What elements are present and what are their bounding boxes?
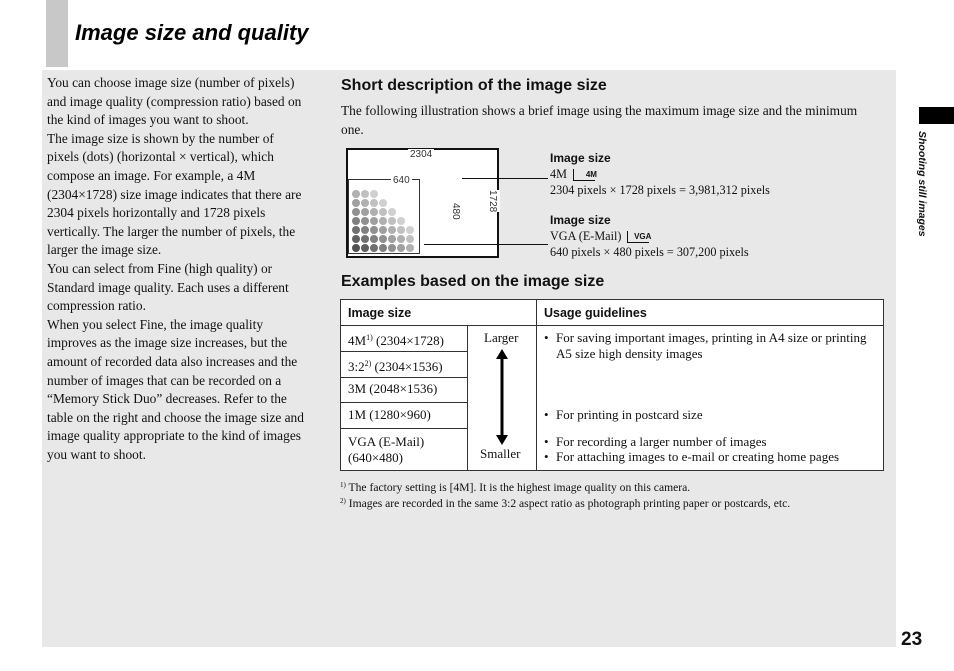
pixel-dot [406, 244, 414, 252]
intro-paragraph-1: You can choose image size (number of pixels) and image quality (compression ratio) based on the kind of images you want to shoot. [47, 75, 302, 128]
pixel-dot [361, 226, 369, 234]
footnote-mark: 2) [340, 497, 346, 505]
smaller-label: Smaller [480, 446, 521, 461]
pixel-dot [370, 199, 378, 207]
image-size-vga-icon [627, 231, 652, 243]
table-header-divider [340, 325, 884, 326]
image-size-vga-icon-text: VGA [634, 232, 652, 242]
pixel-dot [370, 226, 378, 234]
size-dims: (2304×1536) [374, 359, 443, 374]
larger-label: Larger [484, 330, 519, 345]
table-size-divider [467, 325, 468, 471]
pixel-dot [379, 226, 387, 234]
pixel-dot [352, 190, 360, 198]
side-tab-marker [919, 107, 954, 124]
table-row [348, 356, 443, 375]
footnote-ref: 1) [366, 333, 373, 342]
pixel-dot [361, 217, 369, 225]
table-header-usage: Usage guidelines [544, 306, 647, 320]
pixel-dot [397, 235, 405, 243]
pixel-dot [370, 244, 378, 252]
size-scale-arrow [493, 349, 511, 445]
size-dims: (640×480) [348, 450, 403, 465]
pixel-dot [352, 244, 360, 252]
page-number: 23 [901, 629, 923, 650]
table-row: 1M (1280×960) [348, 407, 431, 422]
pixel-dot [361, 244, 369, 252]
table-row-divider-1 [340, 351, 467, 352]
pixel-dot [370, 208, 378, 216]
table-column-divider [536, 299, 537, 471]
footnote-ref: 2) [364, 359, 372, 368]
callout-large-mode: 4M [550, 167, 567, 181]
callout-small-mode: VGA (E-Mail) [550, 229, 622, 243]
side-section-label: Shooting still images [916, 131, 928, 237]
callout-small-detail: 640 pixels × 480 pixels = 307,200 pixels [550, 245, 749, 259]
height-large-label: 1728 [487, 190, 498, 213]
intro-paragraph-3: You can select from Fine (high quality) or Standard image quality. Each uses a different compression ratio. [47, 260, 289, 314]
pixel-dot [352, 226, 360, 234]
pixel-dot [352, 217, 360, 225]
callout-small-label: Image size [550, 213, 611, 227]
image-size-4m-icon-text: 4M [585, 170, 597, 180]
pixel-dot [361, 190, 369, 198]
intro-paragraph-2: The image size is shown by the number of pixels (dots) (horizontal × vertical), which compose an image. For example, a 4M (2304×1728) size image indicates that there are 2304 pixels horizontally and 1728 pixels vertically. The larger the number of pixels, the larger the image size. [47, 130, 302, 258]
pixel-dot [361, 199, 369, 207]
pixel-dot [370, 190, 378, 198]
pixel-dot [379, 208, 387, 216]
callout-small [550, 212, 749, 260]
table-border-bottom [340, 470, 884, 471]
pixel-dot [388, 226, 396, 234]
size-dims: (2304×1728) [375, 333, 444, 348]
table-border-right [883, 299, 884, 471]
callout-large [550, 150, 770, 198]
image-size-illustration [340, 146, 505, 264]
table-row-divider-3 [340, 402, 467, 403]
callout-large-detail: 2304 pixels × 1728 pixels = 3,981,312 pixels [550, 183, 770, 197]
callout-line-small [424, 244, 548, 245]
table-border-left [340, 299, 341, 471]
table-header-image-size: Image size [348, 306, 412, 320]
section-heading-examples: Examples based on the image size [341, 273, 605, 290]
table-border-top [340, 299, 884, 300]
footnote-text: Images are recorded in the same 3:2 aspect ratio as photograph printing paper or postcards, etc. [348, 497, 791, 510]
pixel-dot [352, 199, 360, 207]
pixel-dot [379, 217, 387, 225]
pixel-dot [397, 244, 405, 252]
title-bar-accent [46, 0, 68, 67]
table-row: 3M (2048×1536) [348, 381, 438, 396]
pixel-dot [388, 235, 396, 243]
pixel-dot [361, 235, 369, 243]
pixel-dot [379, 235, 387, 243]
width-small-label: 640 [393, 175, 410, 186]
page-title: Image size and quality [75, 20, 309, 45]
table-row [348, 434, 424, 466]
pixel-dot [397, 226, 405, 234]
size-name: VGA (E-Mail) [348, 434, 425, 449]
width-large-label: 2304 [410, 149, 433, 160]
size-name: 4M [348, 333, 367, 348]
footnote-mark: 1) [340, 481, 346, 489]
pixel-dot [370, 235, 378, 243]
pixel-dot [406, 235, 414, 243]
section-description: The following illustration shows a brief image using the maximum image size and the minimum one. [341, 103, 858, 137]
pixel-dot [370, 217, 378, 225]
table-row [348, 330, 444, 349]
callout-line-large [462, 178, 548, 179]
guideline-item: • For recording a larger number of images [544, 434, 874, 450]
intro-paragraph-4: When you select Fine, the image quality improves as the image size increases, but the amount of recorded data also increases and the number of images that can be recorded on a “Memory Stick Duo” decreases. Refer to the table on the right and choose the image size and image quality appropriate to the kind of images you want to shoot. [47, 316, 304, 462]
pixel-dot [397, 217, 405, 225]
pixel-dot [388, 244, 396, 252]
pixel-dot [406, 226, 414, 234]
height-small-label: 480 [450, 203, 461, 220]
intro-text [47, 74, 309, 464]
footnote-text: The factory setting is [4M]. It is the highest image quality on this camera. [348, 481, 691, 494]
callout-large-label: Image size [550, 151, 611, 165]
image-size-4m-icon [573, 169, 595, 181]
pixel-dot [352, 208, 360, 216]
pixel-dot [379, 244, 387, 252]
footnote-2 [340, 494, 790, 511]
pixel-dot [352, 235, 360, 243]
pixel-dot [379, 199, 387, 207]
pixel-dot [361, 208, 369, 216]
guideline-item: • For attaching images to e-mail or creating home pages [544, 449, 874, 465]
guideline-item: • For saving important images, printing in A4 size or printing A5 size high density images [544, 330, 874, 362]
image-size-table [340, 299, 884, 471]
pixel-dot [388, 208, 396, 216]
size-name: 3:2 [348, 359, 365, 374]
footnote-1 [340, 478, 690, 495]
pixel-dot [388, 217, 396, 225]
table-row-divider-4 [340, 428, 467, 429]
section-heading-image-size: Short description of the image size [341, 77, 607, 94]
guideline-item: • For printing in postcard size [544, 407, 874, 423]
table-row-divider-2 [340, 377, 467, 378]
